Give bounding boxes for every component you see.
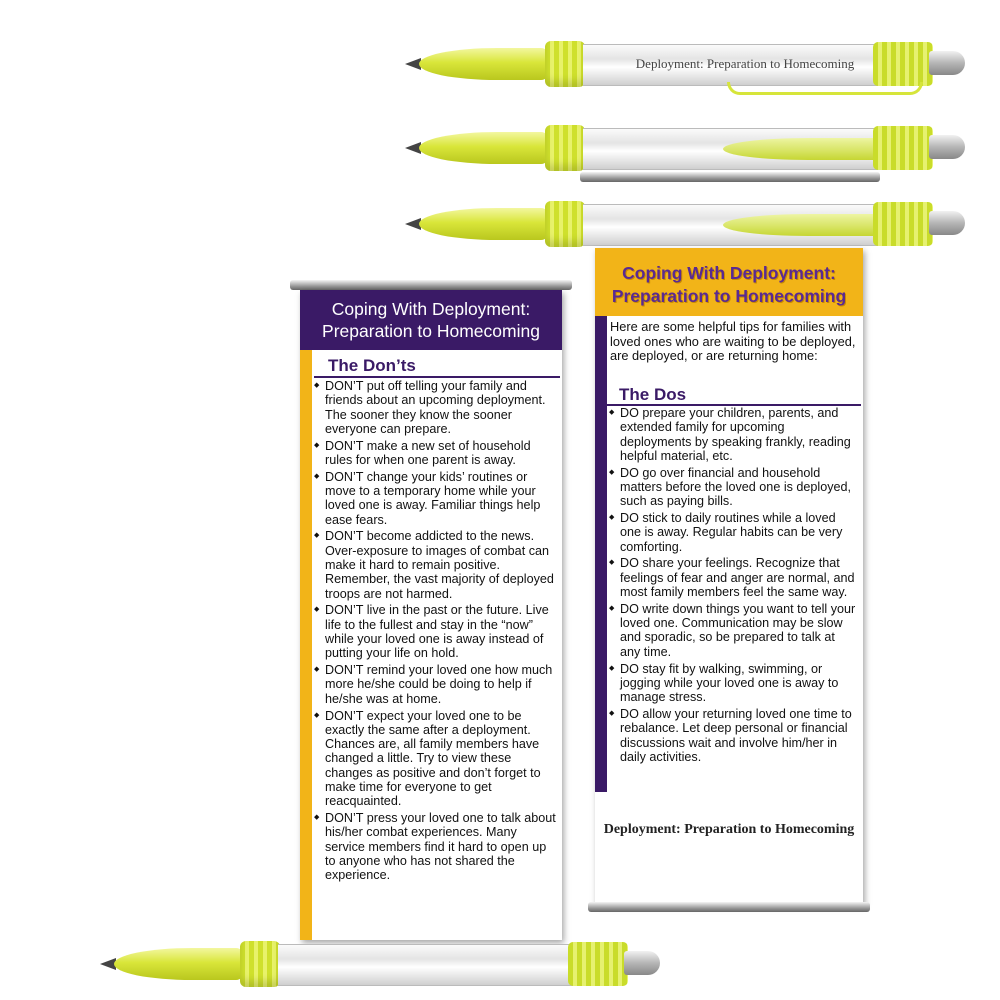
- pen-window-insert: [723, 214, 893, 236]
- list-item: ◆ DO stick to daily routines while a loved one is away. Regular habits can be very comforting.: [609, 511, 857, 554]
- list-item: ◆ DO allow your returning loved one time to rebalance. Let deep personal or financial discussions wait and involve him/her in daily activities.: [609, 707, 857, 764]
- pen-cone: [419, 208, 549, 240]
- right-banner-title: [595, 262, 863, 308]
- list-item: ◆ DO go over financial and household matters before the loved one is deployed, such as paying bills.: [609, 466, 857, 509]
- donts-heading: The Don’ts: [328, 356, 416, 375]
- pen-click-button: [929, 51, 965, 75]
- list-item: ◆ DON’T change your kids’ routines or move to a temporary home while your loved one is away. Familiar things help ease fears.: [314, 470, 556, 527]
- pen-barrel: [278, 944, 579, 986]
- pen-bottom: [100, 938, 665, 990]
- list-item: ◆ DO share your feelings. Recognize that feelings of fear and anger are normal, and most family members feel the same way.: [609, 556, 857, 599]
- pen-engraving: Deployment: Preparation to Homecoming: [635, 56, 855, 71]
- pen-cone: [419, 48, 549, 80]
- dos-heading: The Dos: [619, 385, 687, 404]
- right-title-line1: Coping With Deployment:: [622, 263, 836, 283]
- list-item: ◆ DO prepare your children, parents, and extended family for upcoming deployments by speaking frankly, reading helpful material, etc.: [609, 406, 857, 463]
- pen-band: [568, 942, 628, 986]
- pen-band: [873, 42, 933, 86]
- list-item: ◆ DON’T make a new set of household rules for when one parent is away.: [314, 439, 556, 468]
- right-banner-footer: Deployment: Preparation to Homecoming: [603, 822, 855, 837]
- pen-band: [873, 202, 933, 246]
- right-banner: [595, 248, 863, 904]
- pen-with-clip: [405, 38, 970, 90]
- pen-click-button: [929, 135, 965, 159]
- intro-text: Here are some helpful tips for families with loved ones who are waiting to be deployed, are deployed, or are returning home:: [610, 319, 856, 363]
- donts-list: [314, 379, 556, 885]
- banner-rod: [580, 172, 880, 182]
- pen-grip: [545, 125, 585, 171]
- left-title-line1: Coping With Deployment:: [331, 299, 531, 319]
- pen-grip: [545, 41, 585, 87]
- left-banner-top-rod: [290, 280, 572, 290]
- pen-window-2: [405, 198, 970, 250]
- pen-window-insert: [723, 138, 893, 160]
- pen-cone: [419, 132, 549, 164]
- list-item: ◆ DO write down things you want to tell your loved one. Communication may be slow and sporadic, so be prepared to talk at any time.: [609, 602, 857, 659]
- pen-band: [873, 126, 933, 170]
- list-item: ◆ DON’T press your loved one to talk about his/her combat experiences. Many service members find it hard to open up to anyone who has not shared the experience.: [314, 811, 556, 882]
- pen-cone: [114, 948, 244, 980]
- list-item: ◆ DON’T live in the past or the future. Live life to the fullest and stay in the “now” while your loved one is away instead of putting your life on hold.: [314, 603, 556, 660]
- left-banner-title: [300, 298, 562, 342]
- dos-list: [609, 406, 857, 767]
- right-banner-bottom-rod: [588, 902, 870, 912]
- list-item: ◆ DON’T become addicted to the news. Over-exposure to images of combat can make it hard to remain positive. Remember, the vast majority of deployed troops are not harmed.: [314, 529, 556, 600]
- pen-grip: [240, 941, 280, 987]
- pen-click-button: [929, 211, 965, 235]
- donts-rule: [314, 376, 560, 378]
- right-banner-side-stripe: [595, 316, 607, 792]
- pen-clip: [727, 82, 923, 95]
- left-title-line2: Preparation to Homecoming: [322, 321, 540, 341]
- left-banner-side-stripe: [300, 350, 312, 940]
- pen-click-button: [624, 951, 660, 975]
- pen-window: [405, 122, 970, 174]
- list-item: ◆ DON’T expect your loved one to be exactly the same after a deployment. Chances are, all family members have changed a little. Try to view these changes as positive and don’t forget to make time for everyone to get reacquainted.: [314, 709, 556, 809]
- pen-grip: [545, 201, 585, 247]
- left-banner: [300, 290, 562, 940]
- list-item: ◆ DON’T remind your loved one how much more he/she could be doing to help if he/she was at home.: [314, 663, 556, 706]
- list-item: ◆ DO stay fit by walking, swimming, or jogging while your loved one is away to manage stress.: [609, 662, 857, 705]
- list-item: ◆ DON’T put off telling your family and friends about an upcoming deployment. The sooner they know the sooner everyone can prepare.: [314, 379, 556, 436]
- right-title-line2: Preparation to Homecoming: [611, 286, 847, 306]
